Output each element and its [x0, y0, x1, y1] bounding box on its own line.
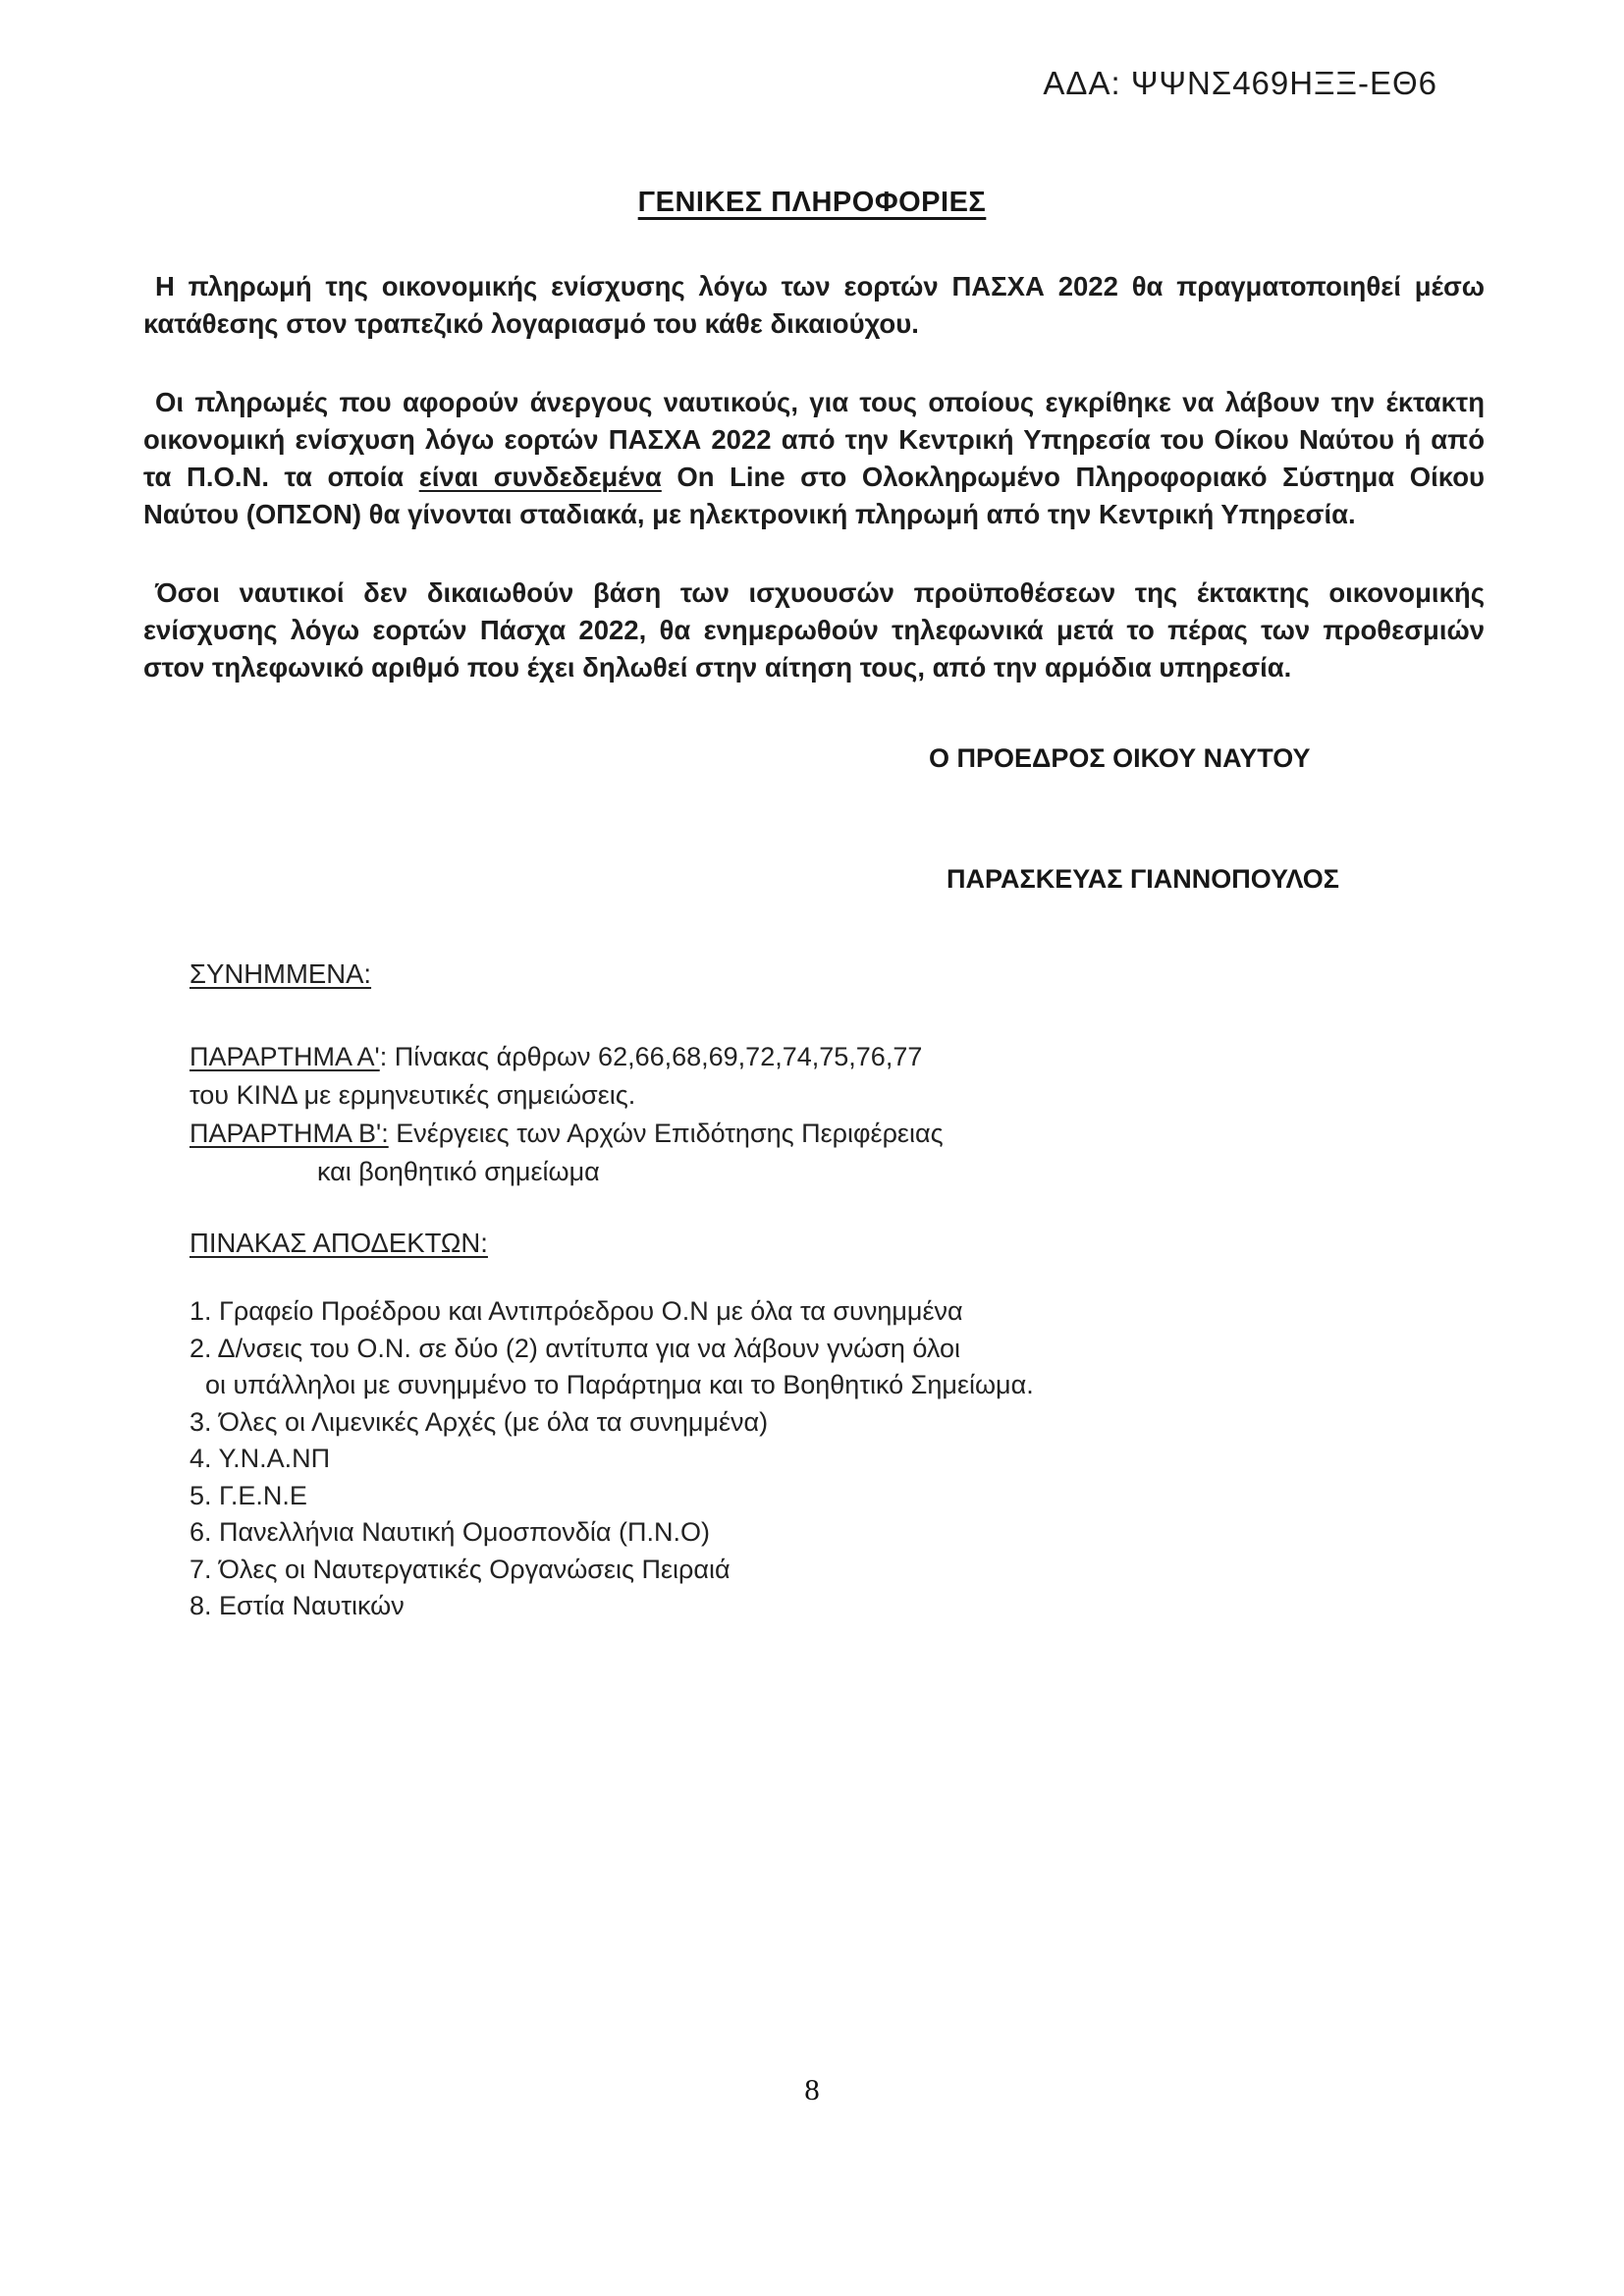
- paragraph-2-before: Οι πληρωμές που αφορούν άνεργους ναυτικούς, για τους οποίους εγκρίθηκε να λάβουν την έκτακτη οικονομική ενίσχυση λόγω εορτών ΠΑΣΧΑ 2022 από την Κεντρική Υπηρεσία του Οίκου Ναύτου ή από τα Π.Ο.Ν. τα οποία: [143, 387, 1485, 492]
- recipient-line: 2. Δ/νσεις του Ο.Ν. σε δύο (2) αντίτυπα για να λάβουν γνώση όλοι: [189, 1333, 961, 1363]
- recipients-list: [189, 1293, 1485, 1625]
- recipient-line-continuation: οι υπάλληλοι με συνημμένο το Παράρτημα και το Βοηθητικό Σημείωμα.: [205, 1370, 1034, 1399]
- recipients-heading-label: ΠΙΝΑΚΑΣ ΑΠΟΔΕΚΤΩΝ:: [189, 1228, 488, 1258]
- ada-code: ΑΔΑ: ΨΨΝΣ469ΗΞΞ-ΕΘ6: [1043, 65, 1437, 101]
- attachment-b-continuation: και βοηθητικό σημείωμα: [317, 1157, 600, 1186]
- attachment-b-text: Ενέργειες των Αρχών Επιδότησης Περιφέρειας: [388, 1119, 944, 1148]
- signature-role: Ο ΠΡΟΕΔΡΟΣ ΟΙΚΟΥ ΝΑΥΤΟΥ: [929, 743, 1311, 773]
- page-title: ΓΕΝΙΚΕΣ ΠΛΗΡΟΦΟΡΙΕΣ: [637, 187, 987, 218]
- attachments-list: [189, 1038, 1485, 1191]
- paragraph-unemployed-seafarers: [143, 384, 1485, 533]
- paragraph-ineligible-notice: Όσοι ναυτικοί δεν δικαιωθούν βάση των ισχυουσών προϋποθέσεων της έκτακτης οικονομικής ενίσχυσης λόγω εορτών Πάσχα 2022, θα ενημερωθούν τηλεφωνικά μετά το πέρας των προθεσμιών στον τηλεφωνικό αριθμό που έχει δηλωθεί στην αίτηση τους, από την αρμόδια υπηρεσία.: [143, 577, 1485, 683]
- attachment-a-line: [189, 1038, 1485, 1076]
- recipient-line: 6. Πανελλήνια Ναυτική Ομοσπονδία (Π.Ν.Ο): [189, 1517, 710, 1547]
- attachments-heading-label: ΣΥΝΗΜΜΕΝΑ:: [189, 958, 372, 989]
- paragraph-2-after: On Line στο Ολοκληρωμένο Πληροφοριακό Σύστημα Οίκου Ναύτου (ΟΠΣΟΝ) θα γίνονται σταδιακά, με ηλεκτρονική πληρωμή από την Κεντρική Υπηρεσία.: [143, 462, 1485, 529]
- recipient-line: 1. Γραφείο Προέδρου και Αντιπρόεδρου Ο.Ν με όλα τα συνημμένα: [189, 1296, 963, 1326]
- title-container: [0, 187, 1624, 219]
- attachment-a-text: : Πίνακας άρθρων 62,66,68,69,72,74,75,76,77: [379, 1042, 923, 1071]
- lower-section: [189, 956, 1485, 1625]
- attachment-b-line: [189, 1115, 1485, 1153]
- attachment-a-continuation: του ΚΙΝΔ με ερμηνευτικές σημειώσεις.: [189, 1080, 636, 1110]
- recipient-line: 8. Εστία Ναυτικών: [189, 1591, 405, 1620]
- paragraph-2-underlined-phrase: είναι συνδεδεμένα: [418, 462, 662, 492]
- page-number: 8: [804, 2072, 820, 2106]
- signature-name: ΠΑΡΑΣΚΕΥΑΣ ΓΙΑΝΝΟΠΟΥΛΟΣ: [947, 864, 1339, 894]
- recipient-line: 4. Υ.Ν.Α.ΝΠ: [189, 1444, 331, 1473]
- recipients-heading: [189, 1225, 1485, 1262]
- attachment-a-label: ΠΑΡΑΡΤΗΜΑ Α': [189, 1042, 380, 1071]
- recipient-line: 7. Όλες οι Ναυτεργατικές Οργανώσεις Πειραιά: [189, 1554, 731, 1584]
- paragraph-payment-method: Η πληρωμή της οικονομικής ενίσχυσης λόγω των εορτών ΠΑΣΧΑ 2022 θα πραγματοποιηθεί μέσω κατάθεσης στον τραπεζικό λογαριασμό του κάθε δικαιούχου.: [143, 271, 1485, 339]
- attachments-heading: [189, 956, 1485, 993]
- recipient-line: 5. Γ.Ε.Ν.Ε: [189, 1480, 307, 1510]
- attachment-b-label: ΠΑΡΑΡΤΗΜΑ Β':: [189, 1119, 389, 1148]
- recipient-line: 3. Όλες οι Λιμενικές Αρχές (με όλα τα συνημμένα): [189, 1406, 769, 1437]
- document-body: [143, 268, 1485, 1625]
